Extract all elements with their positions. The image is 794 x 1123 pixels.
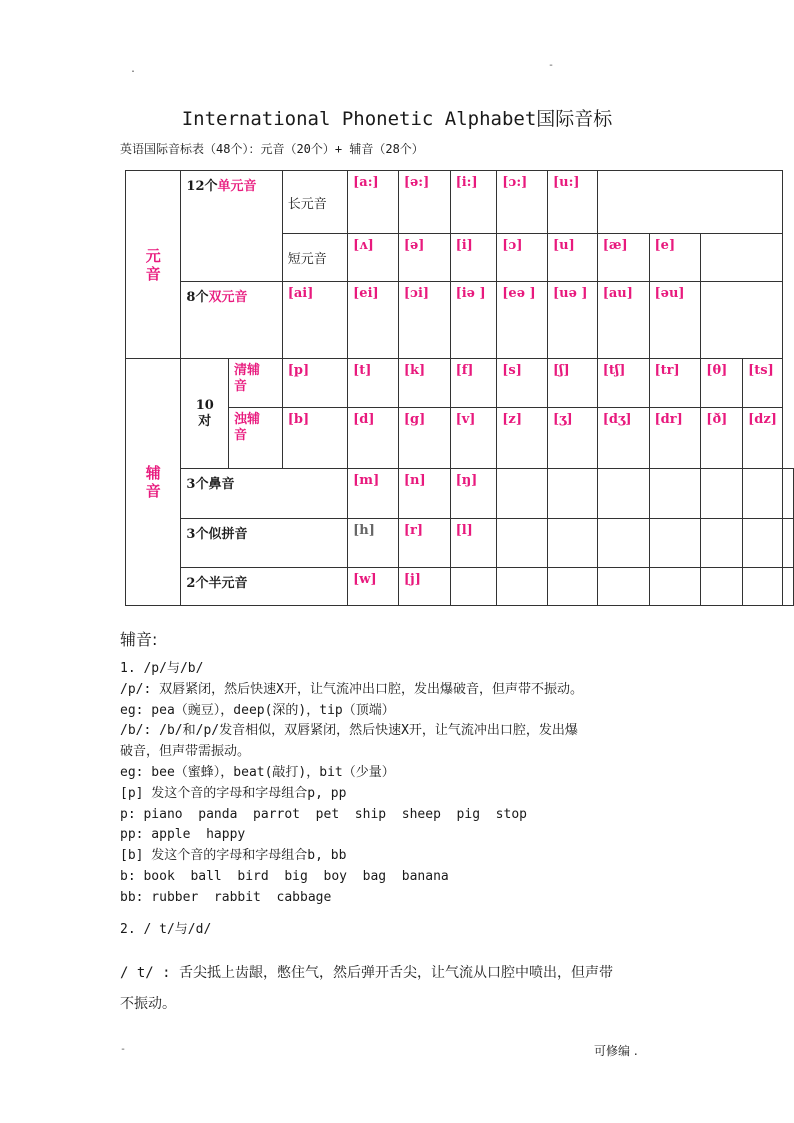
short-vowels-label: 短元音: [287, 252, 327, 267]
long-vowels-label-cell: [282, 171, 347, 234]
diphthong-cell: [ai]: [282, 282, 347, 359]
semivowel-label-cell: [181, 568, 348, 606]
long-vowel-cell: [a:]: [348, 171, 399, 234]
voiceless-cell: [tʃ]: [597, 359, 649, 408]
semivowel-cell: [w]: [348, 568, 399, 606]
short-vowel-cell: [ɔ]: [497, 234, 548, 282]
pairs-label-cell: [181, 359, 229, 469]
voiced-cell: [dr]: [649, 408, 701, 469]
text-line: p: piano panda parrot pet ship sheep pig stop: [120, 807, 527, 822]
page-subtitle: 英语国际音标表（48个）：元音（20个）+ 辅音（28个）: [120, 142, 424, 156]
text-line: [b] 发这个音的字母和字母组合b, bb: [120, 848, 347, 863]
liquid-cell: [r]: [398, 519, 450, 568]
short-vowel-cell: [i]: [450, 234, 497, 282]
consonants-label-cell: [126, 359, 181, 606]
nasal-label-cell: [181, 469, 348, 519]
voiced-cell: [ð]: [701, 408, 743, 469]
header-mark-right: -: [548, 60, 555, 71]
voiced-cell: [z]: [497, 408, 548, 469]
voiced-label-cell: [229, 408, 283, 469]
empty-cell: [597, 469, 649, 519]
long-vowel-cell: [u:]: [547, 171, 597, 234]
text-line: / t/ : 舌尖抵上齿龈，憋住气，然后弹开舌尖，让气流从口腔中喷出，但声带: [120, 965, 613, 981]
nasal-cell: [n]: [398, 469, 450, 519]
nasal-cell: [m]: [348, 469, 399, 519]
ipa-table: [125, 170, 794, 606]
empty-cell: [701, 519, 743, 568]
voiced-cell: [d]: [348, 408, 399, 469]
empty-cell: [547, 519, 597, 568]
empty-cell: [597, 519, 649, 568]
text-line: 不振动。: [120, 996, 176, 1012]
voiceless-cell: [p]: [282, 359, 347, 408]
empty-cell: [649, 469, 701, 519]
diphthong-header: [181, 282, 282, 359]
voiceless-cell: [s]: [497, 359, 548, 408]
page-title: International Phonetic Alphabet国际音标: [181, 108, 613, 130]
diphthong-prefix: 8个: [186, 290, 209, 305]
empty-cell: [701, 282, 783, 359]
vowels-label: 元 音: [145, 246, 161, 283]
short-vowel-cell: [ə]: [398, 234, 450, 282]
monophthong-header: [181, 171, 282, 282]
diphthong-cell: [au]: [597, 282, 649, 359]
short-vowel-cell: [ʌ]: [348, 234, 399, 282]
text-line: b: book ball bird big boy bag banana: [120, 869, 449, 884]
monophthong-prefix: 12个: [186, 179, 218, 194]
text-line: /b/: /b/和/p/发音相似，双唇紧闭，然后快速X开，让气流冲出口腔，发出爆: [120, 723, 578, 738]
section-title: 辅音:: [120, 630, 158, 649]
empty-cell: [497, 469, 548, 519]
nasal-cell: [ŋ]: [450, 469, 497, 519]
voiceless-cell: [ʃ]: [547, 359, 597, 408]
footer-editable-note: 可修编 .: [594, 1044, 638, 1058]
voiceless-cell: [k]: [398, 359, 450, 408]
short-vowels-label-cell: [282, 234, 347, 282]
text-line: eg: bee（蜜蜂），beat(敲打)，bit（少量）: [120, 765, 395, 780]
voiced-cell: [ʒ]: [547, 408, 597, 469]
long-vowel-cell: [ə:]: [398, 171, 450, 234]
section-heading-t-d: 2. / t/与/d/: [120, 922, 212, 937]
voiceless-cell: [ts]: [743, 359, 783, 408]
empty-cell: [497, 519, 548, 568]
empty-cell: [547, 568, 597, 606]
voiced-label: 浊辅 音: [234, 412, 261, 443]
empty-cell: [783, 469, 794, 519]
short-vowel-cell: [u]: [547, 234, 597, 282]
empty-cell: [783, 568, 794, 606]
text-line: eg: pea（豌豆），deep(深的)，tip（顶端）: [120, 703, 395, 718]
long-vowel-cell: [i:]: [450, 171, 497, 234]
text-line: bb: rubber rabbit cabbage: [120, 890, 332, 905]
long-vowels-label: 长元音: [287, 196, 327, 212]
liquid-label-cell: [181, 519, 348, 568]
voiced-cell: [dʒ]: [597, 408, 649, 469]
footer-mark-left: -: [120, 1044, 127, 1055]
semivowel-label: 2个半元音: [186, 576, 248, 591]
text-line: /p/: 双唇紧闭，然后快速X开，让气流冲出口腔，发出爆破音，但声带不振动。: [120, 682, 583, 697]
voiced-cell: [dz]: [743, 408, 783, 469]
long-vowel-cell: [ɔ:]: [497, 171, 548, 234]
empty-cell: [547, 469, 597, 519]
monophthong-label: 单元音: [217, 179, 257, 194]
liquid-cell: [h]: [348, 519, 399, 568]
text-line: 破音，但声带需振动。: [120, 744, 251, 759]
empty-cell: [649, 568, 701, 606]
empty-cell: [649, 519, 701, 568]
diphthong-cell: [ɔi]: [398, 282, 450, 359]
empty-cell: [597, 568, 649, 606]
semivowel-cell: [j]: [398, 568, 450, 606]
text-line: 1. /p/与/b/: [120, 661, 204, 676]
liquid-cell: [l]: [450, 519, 497, 568]
empty-cell: [497, 568, 548, 606]
voiceless-cell: [tr]: [649, 359, 701, 408]
empty-cell: [597, 171, 782, 234]
empty-cell: [743, 568, 783, 606]
voiceless-cell: [t]: [348, 359, 399, 408]
consonants-label: 辅 音: [145, 464, 161, 500]
diphthong-cell: [iə ]: [450, 282, 497, 359]
nasal-label: 3个鼻音: [186, 477, 235, 492]
empty-cell: [783, 519, 794, 568]
diphthong-cell: [ei]: [348, 282, 399, 359]
vowels-label-cell: [126, 171, 181, 359]
voiced-cell: [b]: [282, 408, 347, 469]
diphthong-label: 双元音: [208, 290, 248, 305]
short-vowel-cell: [æ]: [597, 234, 649, 282]
diphthong-cell: [uə ]: [547, 282, 597, 359]
diphthong-cell: [əu]: [649, 282, 701, 359]
liquid-label: 3个似拼音: [186, 527, 248, 542]
empty-cell: [701, 234, 783, 282]
diphthong-cell: [eə ]: [497, 282, 548, 359]
voiceless-label-cell: [229, 359, 283, 408]
voiced-cell: [v]: [450, 408, 497, 469]
empty-cell: [743, 469, 783, 519]
voiceless-label: 清辅 音: [234, 363, 261, 394]
empty-cell: [701, 568, 743, 606]
voiceless-cell: [θ]: [701, 359, 743, 408]
pairs-label: 10 对: [195, 397, 214, 429]
voiced-cell: [g]: [398, 408, 450, 469]
voiceless-cell: [f]: [450, 359, 497, 408]
text-line: pp: apple happy: [120, 827, 246, 842]
header-mark-left: .: [130, 64, 137, 75]
text-line: [p] 发这个音的字母和字母组合p, pp: [120, 786, 347, 801]
short-vowel-cell: [e]: [649, 234, 701, 282]
empty-cell: [450, 568, 497, 606]
empty-cell: [701, 469, 743, 519]
empty-cell: [743, 519, 783, 568]
